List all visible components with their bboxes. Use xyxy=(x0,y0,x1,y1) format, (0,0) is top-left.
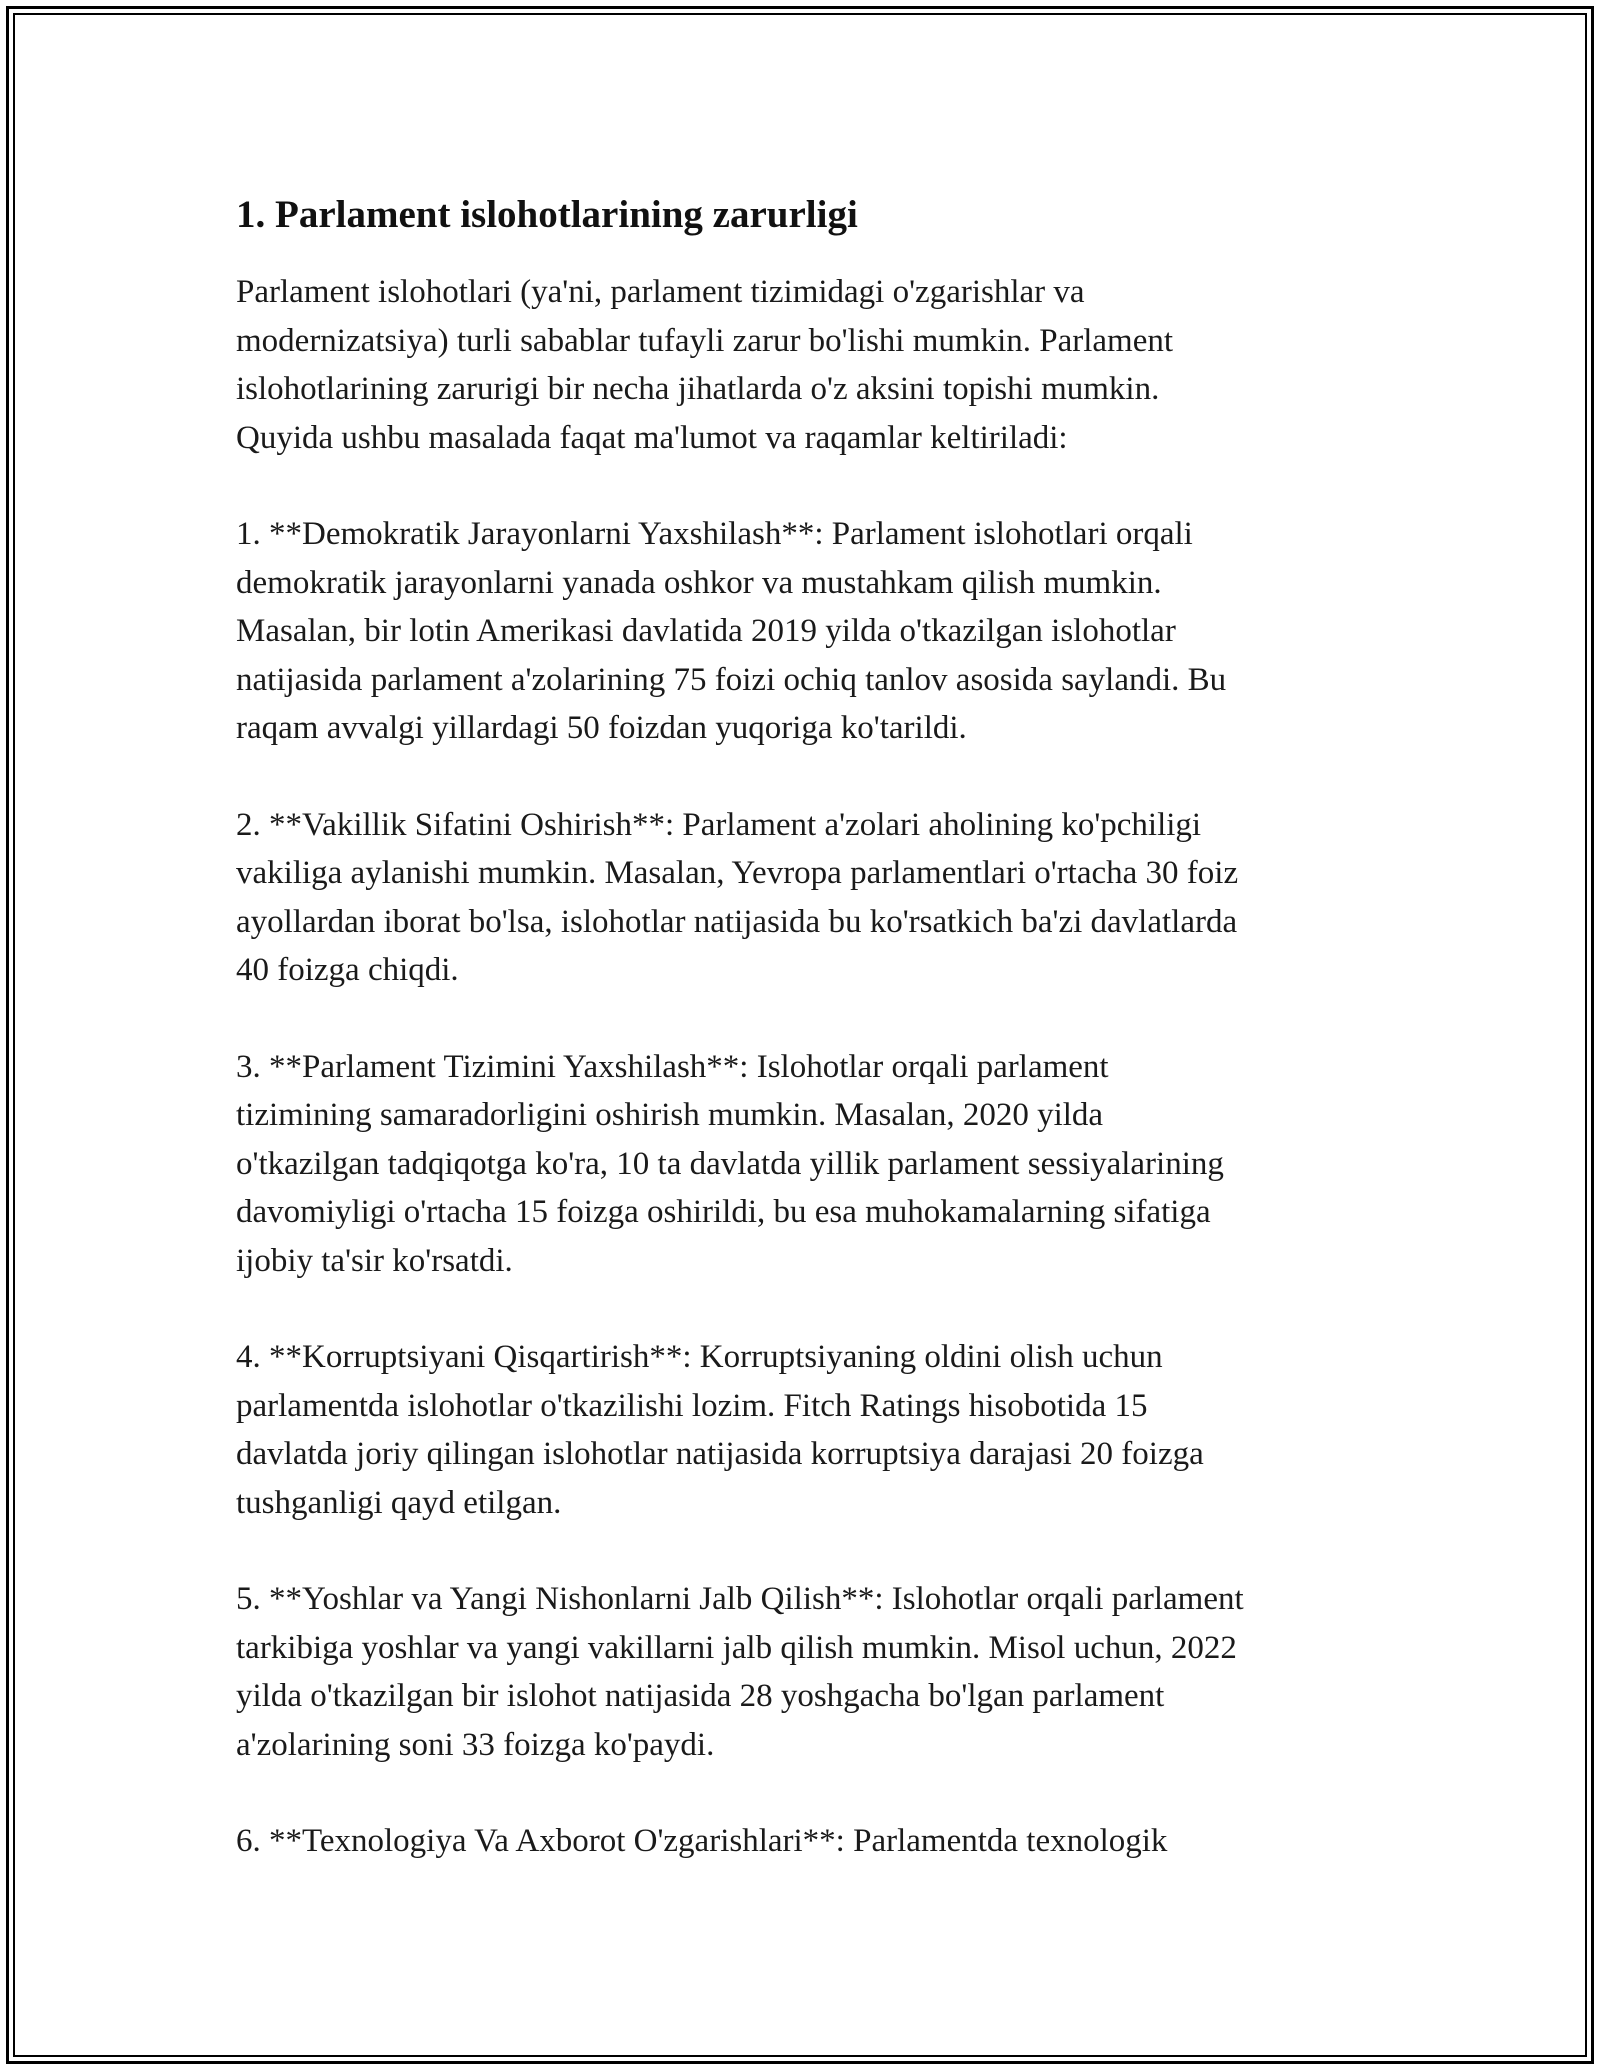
point-6-paragraph: 6. **Texnologiya Va Axborot O'zgarishlari**: Parlamentda texnologik xyxy=(236,1823,1168,1859)
point-1-paragraph: 1. **Demokratik Jarayonlarni Yaxshilash**: Parlament islohotlari orqali demokratik jarayonlarni yanada oshkor va mustahkam qilish mumkin. Masalan, bir lotin Amerikasi davlatida 2019 yilda o'tkazilgan islohotlar natijasida parlament a'zolarining 75 foizi ochiq tanlov asosida saylandi. Bu raqam avvalgi yillardagi 50 foizdan yuqoriga ko'tarildi. xyxy=(236,516,1227,746)
document-body xyxy=(236,188,1386,1914)
intro-paragraph: Parlament islohotlari (ya'ni, parlament tizimidagi o'zgarishlar va modernizatsiya) turli sabablar tufayli zarur bo'lishi mumkin. Parlament islohotlarining zarurigi bir necha jihatlarda o'z aksini topishi mumkin. Quyida ushbu masalada faqat ma'lumot va raqamlar keltiriladi: xyxy=(236,274,1174,456)
point-4-paragraph: 4. **Korruptsiyani Qisqartirish**: Korruptsiyaning oldini olish uchun parlamentda islohotlar o'tkazilishi lozim. Fitch Ratings hisobotida 15 davlatda joriy qilingan islohotlar natijasida korruptsiya darajasi 20 foizga tushganligi qayd etilgan. xyxy=(236,1339,1204,1521)
point-3-paragraph: 3. **Parlament Tizimini Yaxshilash**: Islohotlar orqali parlament tizimining samaradorligini oshirish mumkin. Masalan, 2020 yilda o'tkazilgan tadqiqotga ko'ra, 10 ta davlatda yillik parlament sessiyalarining davomiyligi o'rtacha 15 foizga oshirildi, bu esa muhokamalarning sifatiga ijobiy ta'sir ko'rsatdi. xyxy=(236,1048,1224,1279)
document-title: 1. Parlament islohotlarining zarurligi xyxy=(236,193,858,236)
point-2-paragraph: 2. **Vakillik Sifatini Oshirish**: Parlament a'zolari aholining ko'pchiligi vakiliga aylanishi mumkin. Masalan, Yevropa parlamentlari o'rtacha 30 foiz ayollardan iborat bo'lsa, islohotlar natijasida bu ko'rsatkich ba'zi davlatlarda 40 foizga chiqdi. xyxy=(236,806,1239,988)
point-5-paragraph: 5. **Yoshlar va Yangi Nishonlarni Jalb Qilish**: Islohotlar orqali parlament tarkibiga yoshlar va yangi vakillarni jalb qilish mumkin. Misol uchun, 2022 yilda o'tkazilgan bir islohot natijasida 28 yoshgacha bo'lgan parlament a'zolarining soni 33 foizga ko'paydi. xyxy=(236,1581,1244,1763)
